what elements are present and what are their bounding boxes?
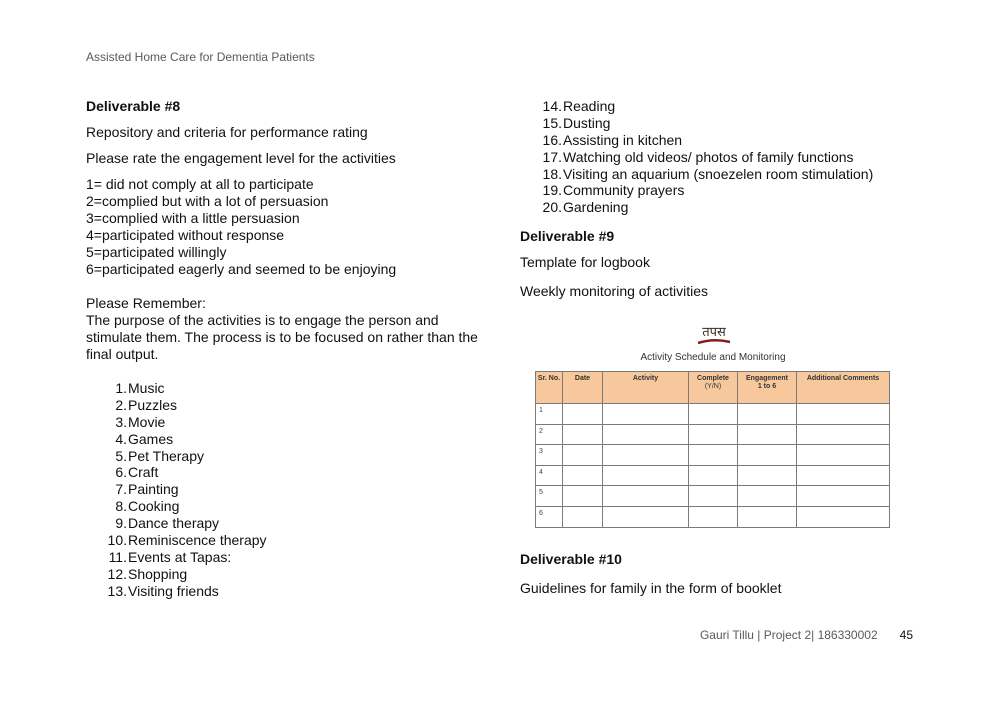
- left-column: [86, 98, 486, 600]
- scale-line: 4=participated without response: [86, 227, 285, 243]
- list-item: 9. Dance therapy: [115, 515, 220, 532]
- logbook-title: Activity Schedule and Monitoring: [640, 352, 786, 363]
- list-item: 20. Gardening: [542, 199, 629, 216]
- remember-line: stimulate them. The process is to be focused on rather than the: [86, 329, 478, 345]
- deliverable-9-heading: Deliverable #9: [520, 228, 615, 245]
- rating-instruction: Please rate the engagement level for the activities: [86, 150, 396, 166]
- footer-credit: Gauri Tillu | Project 2| 186330002: [699, 628, 878, 642]
- table-row: 6: [536, 506, 890, 527]
- list-item: 17. Watching old videos/ photos of family functions: [542, 148, 854, 165]
- scale-line: 2=complied but with a lot of persuasion: [86, 193, 329, 209]
- col-header: Sr. No.: [536, 372, 563, 404]
- table-row: 2: [536, 424, 890, 445]
- scale-line: 1= did not comply at all to participate: [86, 176, 314, 192]
- deliverable-8-subtitle: Repository and criteria for performance rating: [86, 124, 368, 140]
- table-row: 4: [536, 465, 890, 486]
- deliverable-10-subtitle: Guidelines for family in the form of booklet: [520, 580, 782, 596]
- list-item: 11. Events at Tapas:: [108, 548, 232, 565]
- activity-schedule-table: [535, 371, 890, 528]
- table-row: 3: [536, 445, 890, 466]
- deliverable-10-section: [520, 551, 940, 597]
- col-header: Date: [563, 372, 603, 404]
- list-item: 18. Visiting an aquarium (snoezelen room stimulation): [542, 165, 874, 182]
- col-header: Activity: [603, 372, 689, 404]
- remember-title: Please Remember:: [86, 295, 206, 311]
- deliverable-8-heading: Deliverable #8: [86, 98, 181, 114]
- logo-text: तपस: [702, 325, 726, 340]
- remember-line: final output.: [86, 346, 159, 362]
- list-item: 6. Craft: [115, 464, 159, 481]
- running-header: Assisted Home Care for Dementia Patients: [86, 50, 315, 64]
- table-row: 1: [536, 404, 890, 425]
- list-item: 15. Dusting: [542, 114, 611, 131]
- list-item: 16. Assisting in kitchen: [542, 131, 683, 148]
- remember-note: [86, 295, 486, 363]
- scale-line: 3=complied with a little persuasion: [86, 210, 300, 226]
- list-item: 7. Painting: [115, 481, 179, 498]
- deliverable-9-note: Weekly monitoring of activities: [520, 283, 709, 300]
- table-row: 5: [536, 486, 890, 507]
- col-header: Complete (Y/N): [689, 372, 738, 404]
- list-item: 8. Cooking: [115, 498, 180, 515]
- tapas-logo: [696, 323, 732, 347]
- page-footer: [600, 628, 913, 642]
- list-item: 10. Reminiscence therapy: [107, 532, 267, 549]
- page-number: 45: [899, 628, 913, 642]
- list-item: 2. Puzzles: [115, 396, 178, 413]
- rating-scale: [86, 176, 486, 278]
- col-header: Engagement 1 to 6: [738, 372, 797, 404]
- col-header: Additional Comments: [797, 372, 890, 404]
- scale-line: 5=participated willingly: [86, 244, 227, 260]
- list-item: 14. Reading: [542, 98, 616, 114]
- list-item: 3. Movie: [115, 413, 166, 430]
- activity-list-right: [520, 98, 940, 216]
- list-item: 1. Music: [115, 380, 165, 396]
- right-column: [520, 98, 940, 300]
- scale-line: 6=participated eagerly and seemed to be enjoying: [86, 261, 397, 277]
- list-item: 4. Games: [115, 430, 174, 447]
- deliverable-10-heading: Deliverable #10: [520, 551, 622, 567]
- tapas-logo-mark: [696, 323, 732, 347]
- list-item: 5. Pet Therapy: [115, 447, 205, 464]
- list-item: 13. Visiting friends: [107, 582, 219, 599]
- deliverable-9-subtitle: Template for logbook: [520, 254, 650, 271]
- remember-line: The purpose of the activities is to engage the person and: [86, 312, 439, 328]
- list-item: 19. Community prayers: [542, 182, 685, 199]
- list-item: 12. Shopping: [107, 565, 188, 582]
- activity-list-left: [86, 380, 486, 600]
